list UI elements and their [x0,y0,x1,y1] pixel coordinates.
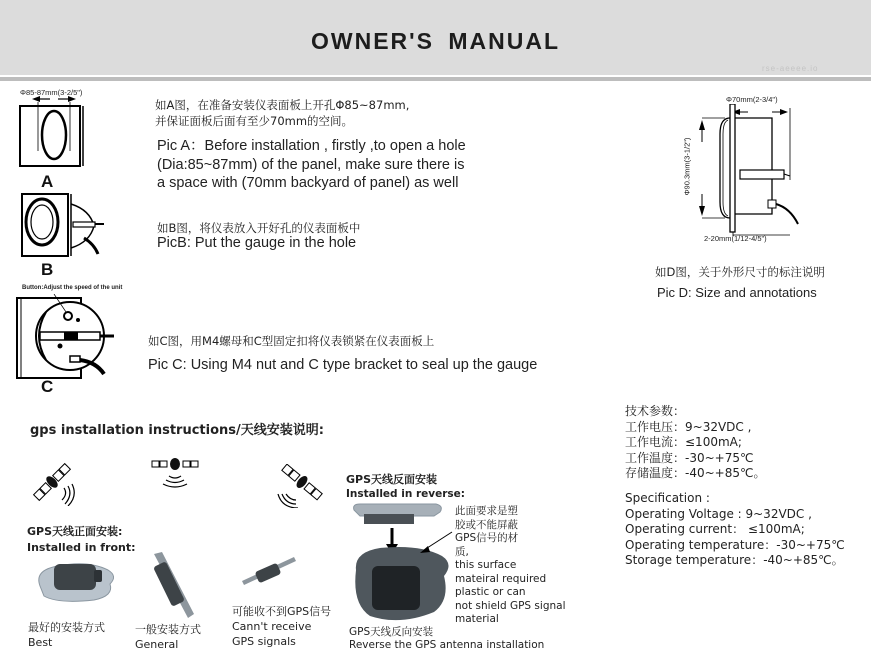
specs-cn-block [625,404,765,482]
gps-section-title: gps installation instructions/天线安装说明: [30,423,324,438]
pic-c-bracket-diagram [14,294,124,384]
pic-a-en-line1: Pic A：Before installation , firstly ,to open a hole [157,138,466,154]
pic-b-cn: 如B图，将仪表放入开好孔的仪表面板中 [157,221,361,235]
pic-a-en-line3: a space with (70mm backyard of panel) as well [157,175,459,191]
pic-b-gauge-diagram [18,192,108,262]
gps-surface-note [455,505,566,627]
specs-en-title: Specification : [625,491,710,505]
gps-cannot-en2: GPS signals [232,635,296,648]
specs-en-current: Operating current： ≤100mA; [625,522,805,537]
pic-a-panel-hole-diagram [18,96,88,176]
pic-c-cn: 如C图，用M4螺母和C型固定扣将仪表锁紧在仪表面板上 [148,334,435,348]
antenna-best-image [34,556,118,606]
pic-d-side-dimension: Φ90.3mm(3-1/2") [682,137,692,196]
pic-d-cn: 如D图，关于外形尺寸的标注说明 [655,265,825,279]
pic-d-top-dimension: Φ70mm(2-3/4") [726,95,778,104]
specs-en-block [625,491,845,569]
specs-en-voltage: Operating Voltage : 9~32VDC , [625,506,812,521]
pic-d-bottom-dimension: 2-20mm(1/12-4/5") [704,234,767,243]
pic-b-en: PicB: Put the gauge in the hole [157,235,357,251]
pic-c-en: Pic C: Using M4 nut and C type bracket to seal up the gauge [148,357,538,373]
pic-a-letter: A [41,172,54,191]
header-divider [0,77,871,81]
specs-cn-storage-temp: 存储温度：-40~+85℃。 [625,466,766,481]
specs-cn-op-temp: 工作温度：-30~+75℃ [625,450,754,465]
satellite-icon [150,458,200,492]
specs-cn-current: 工作电流：≤100mA; [625,435,742,450]
note-cn-line: 胶或不能屏蔽 [455,518,518,531]
pic-a-en-line2: (Dia:85~87mm) of the panel, make sure there is [157,157,465,173]
antenna-general-image [148,550,198,622]
gps-reverse-caption-cn: GPS天线反向安装 [349,626,434,638]
note-en-line: material [455,613,499,625]
satellite-icon [276,464,326,508]
specs-cn-voltage: 工作电压：9~32VDC , [625,419,752,434]
pic-c-letter: C [41,377,54,396]
note-en-line: this surface [455,559,517,571]
specs-en-op-temp: Operating temperature：-30~+75℃ [625,537,845,552]
pic-a-cn-line1: 如A图，在准备安装仪表面板上开孔Φ85~87mm, [155,98,410,112]
gps-general-en: General [135,638,179,651]
note-cn-line: GPS信号的材 [455,532,519,544]
pic-d-side-dimension-wrap [681,118,693,218]
gps-reverse-cn: GPS天线反面安装 [346,473,438,486]
pic-b-letter: B [41,260,54,279]
gps-reverse-en: Installed in reverse: [346,488,465,500]
gps-general-cn: 一般安装方式 [135,623,201,636]
antenna-no-signal-image [240,555,300,591]
gps-best-en: Best [28,636,53,649]
watermark: rse-aeeee.io [762,64,819,73]
pic-c-button-label: Button:Adjust the speed of the unit [22,285,123,291]
gps-reverse-caption-en: Reverse the GPS antenna installation [349,639,545,651]
pointer-arrow-icon [418,530,454,556]
pic-d-size-diagram [680,104,810,236]
note-cn-line: 此面要求是塑 [455,505,518,517]
note-en-line: plastic or can [455,586,526,598]
note-en-line: mateiral required [455,572,547,585]
pic-a-dimension-label: Φ85-87mm(3-2/5") [20,88,83,97]
pic-d-en: Pic D: Size and annotations [657,285,817,300]
pic-a-cn-line2: 并保证面板后面有至少70mm的空间。 [155,114,354,128]
gps-cannot-cn: 可能收不到GPS信号 [232,605,332,618]
page-title: OWNER'S MANUAL [310,28,560,54]
gps-best-cn: 最好的安装方式 [28,621,105,634]
note-en-line: not shield GPS signal [455,599,566,612]
antenna-reverse-diagram [350,500,460,630]
specs-cn-title: 技术参数： [625,404,686,418]
gps-front-cn: GPS天线正面安装: [27,525,123,538]
note-cn-line: 质, [455,545,469,558]
satellite-icon [28,458,76,506]
specs-en-storage-temp: Storage temperature：-40~+85℃。 [625,553,844,568]
gps-front-en: Installed in front: [27,541,136,554]
gps-cannot-en1: Cann't receive [232,620,312,633]
